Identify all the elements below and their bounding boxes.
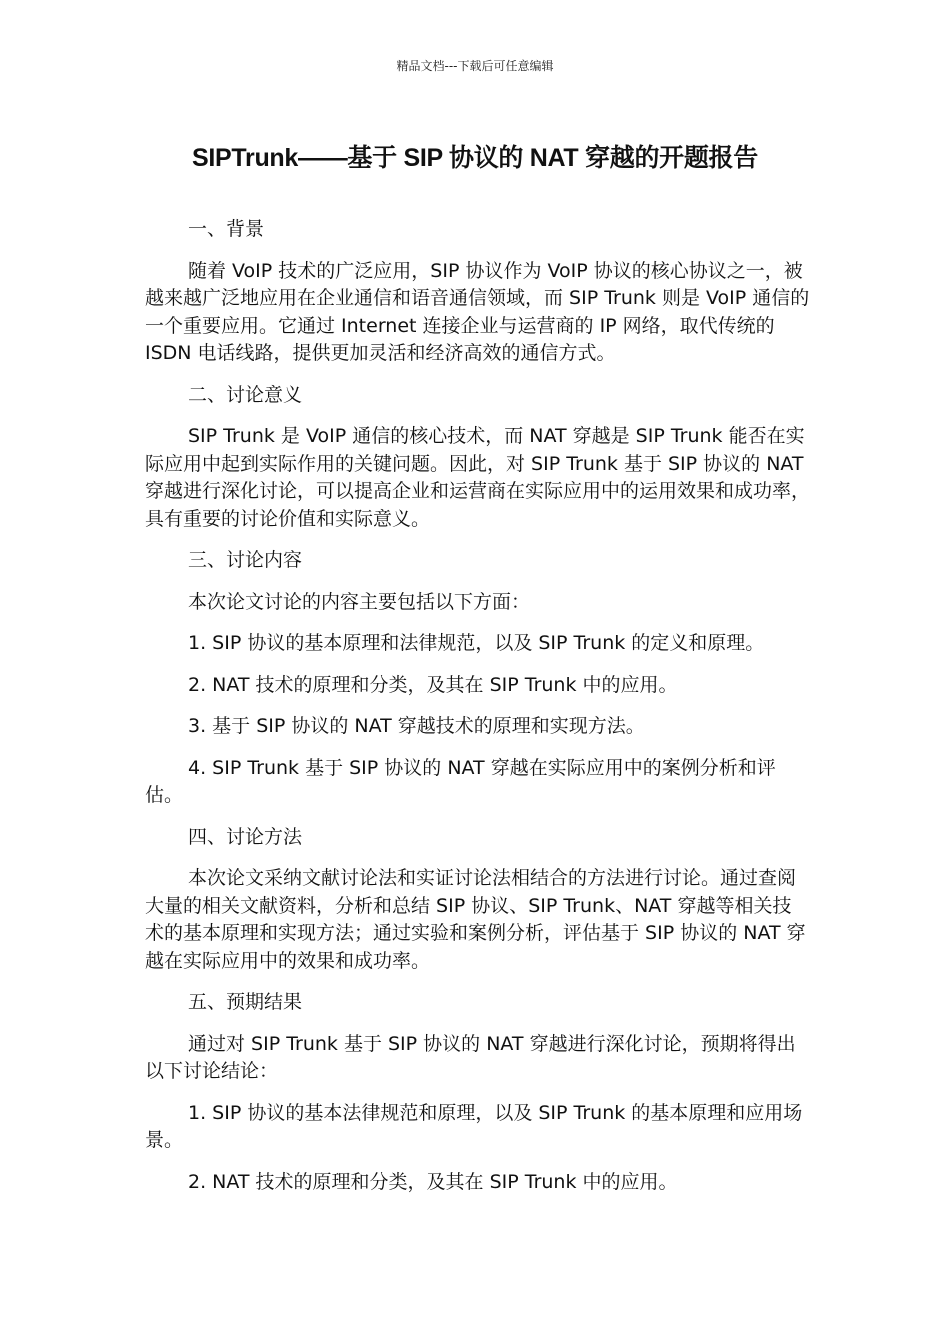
content-list-item-4: 4. SIP Trunk 基于 SIP 协议的 NAT 穿越在实际应用中的案例分析和评估。 (145, 756, 776, 806)
page-header: 精品文档---下载后可任意编辑 (396, 59, 554, 73)
paragraph-background: 随着 VoIP 技术的广泛应用，SIP 协议作为 VoIP 协议的核心协议之一，被越来越广泛地应用在企业通信和语音通信领域，而 SIP Trunk 则是 VoIP 通信的一个重要应用。它通过 Internet 连接企业与运营商的 IP 网络，取代传统的 ISDN 电话线路，提供更加灵活和经济高效的通信方式。 (145, 259, 810, 364)
content-list-item-1: 1. SIP 协议的基本原理和法律规范，以及 SIP Trunk 的定义和原理。 (188, 632, 765, 654)
content-list-item-3: 3. 基于 SIP 协议的 NAT 穿越技术的原理和实现方法。 (188, 715, 645, 737)
section-heading-results: 五、预期结果 (188, 991, 303, 1013)
section-heading-significance: 二、讨论意义 (188, 383, 303, 406)
content-list-item-2: 2. NAT 技术的原理和分类，及其在 SIP Trunk 中的应用。 (188, 673, 678, 696)
results-list-item-1: 1. SIP 协议的基本法律规范和原理，以及 SIP Trunk 的基本原理和应用场景。 (145, 1101, 803, 1151)
section-heading-method: 四、讨论方法 (188, 825, 303, 848)
paragraph-results-intro: 通过对 SIP Trunk 基于 SIP 协议的 NAT 穿越进行深化讨论，预期将得出以下讨论结论： (145, 1032, 796, 1082)
paragraph-content-intro: 本次论文讨论的内容主要包括以下方面： (188, 590, 531, 613)
results-list-item-2: 2. NAT 技术的原理和分类，及其在 SIP Trunk 中的应用。 (188, 1170, 678, 1193)
paragraph-significance: SIP Trunk 是 VoIP 通信的核心技术，而 NAT 穿越是 SIP Trunk 能否在实际应用中起到实际作用的关键问题。因此，对 SIP Trunk 基于 SIP 协议的 NAT 穿越进行深化讨论，可以提高企业和运营商在实际应用中的运用效果和成功率，具有重要的讨论价值和实际意义。 (145, 425, 811, 530)
document-body (145, 216, 810, 1210)
document-title: SIPTrunk——基于 SIP 协议的 NAT 穿越的开题报告 (192, 144, 758, 172)
paragraph-method: 本次论文采纳文献讨论法和实证讨论法相结合的方法进行讨论。通过查阅大量的相关文献资料，分析和总结 SIP 协议、SIP Trunk、NAT 穿越等相关技术的基本原理和实现方法；通过实验和案例分析，评估基于 SIP 协议的 NAT 穿越在实际应用中的效果和成功率。 (145, 867, 806, 972)
section-heading-content: 三、讨论内容 (188, 549, 303, 571)
section-heading-background: 一、背景 (188, 218, 265, 240)
